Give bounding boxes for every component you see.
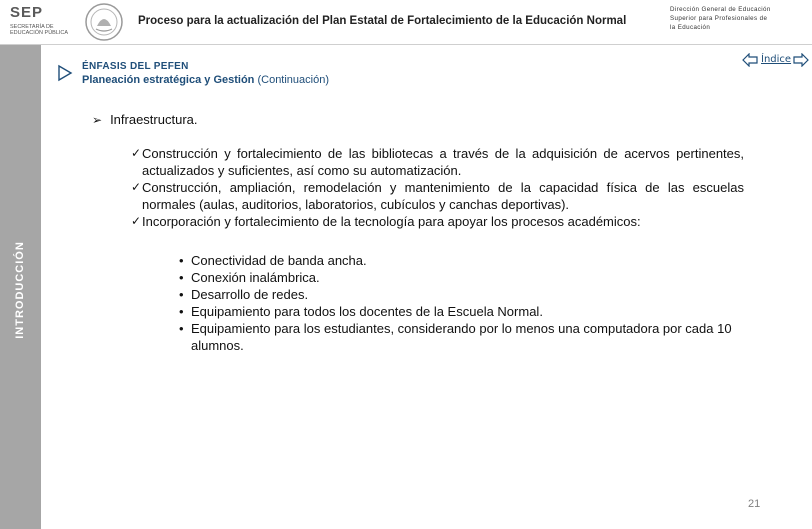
header-divider (0, 44, 812, 45)
check-list (131, 145, 744, 230)
check-icon: ✓ (131, 214, 142, 228)
index-link[interactable]: Índice (761, 54, 792, 65)
arrow-right-icon[interactable] (793, 53, 809, 67)
check-icon: ✓ (131, 146, 142, 160)
national-seal-icon (84, 2, 124, 42)
section-continuation: (Continuación) (257, 74, 330, 86)
header-institution-line3: la Educación (670, 24, 711, 31)
sidebar-label: INTRODUCCIÓN (14, 241, 26, 339)
bullet-item (179, 269, 745, 286)
bullet-item (179, 252, 745, 269)
header-institution-line1: Dirección General de Educación (670, 6, 771, 13)
section-title: ÉNFASIS DEL PEFEN (82, 61, 189, 72)
header-institution (670, 5, 804, 32)
check-item (131, 145, 744, 179)
bullet-list (179, 252, 745, 354)
content-heading (92, 112, 198, 127)
bullet-dot-icon: • (179, 253, 184, 268)
check-item (131, 179, 744, 213)
header-institution-line2: Superior para Profesionales de (670, 15, 768, 22)
check-icon: ✓ (131, 180, 142, 194)
page-number: 21 (748, 498, 761, 510)
check-item-text: Construcción, ampliación, remodelación y mantenimiento de la capacidad física de las escuelas normales (aulas, auditorios, laboratorios, cubículos y canchas deportivas). (142, 180, 744, 212)
bullet-item-text: Desarrollo de redes. (191, 287, 309, 302)
section-subtitle (82, 74, 329, 86)
bullet-item-text: Equipamiento para los estudiantes, considerando por lo menos una computadora por cada 10 alumnos. (191, 321, 732, 353)
bullet-item (179, 286, 745, 303)
arrow-bullet-icon: ➢ (92, 113, 103, 127)
arrow-left-icon[interactable] (742, 53, 758, 67)
header (0, 0, 812, 44)
sep-logo-text: SEP (10, 4, 44, 21)
bullet-dot-icon: • (179, 321, 184, 336)
check-item-text: Construcción y fortalecimiento de las bibliotecas a través de la adquisición de acervos pertinentes, actualizados y suficientes, así como su automatización. (142, 146, 744, 178)
check-item-text: Incorporación y fortalecimiento de la tecnología para apoyar los procesos académicos: (142, 214, 641, 229)
play-arrow-icon (57, 64, 73, 82)
bullet-item-text: Conexión inalámbrica. (191, 270, 320, 285)
sep-logo (4, 2, 70, 42)
bullet-dot-icon: • (179, 287, 184, 302)
check-item (131, 213, 744, 230)
section-subtitle-text: Planeación estratégica y Gestión (82, 74, 255, 86)
header-title: Proceso para la actualización del Plan Estatal de Fortalecimiento de la Educación Normal (138, 15, 627, 27)
bullet-dot-icon: • (179, 304, 184, 319)
content-heading-text: Infraestructura. (110, 112, 198, 127)
bullet-item (179, 320, 745, 354)
bullet-item-text: Conectividad de banda ancha. (191, 253, 367, 268)
bullet-dot-icon: • (179, 270, 184, 285)
bullet-item-text: Equipamiento para todos los docentes de la Escuela Normal. (191, 304, 543, 319)
sep-logo-subtext: SECRETARÍA DE EDUCACIÓN PÚBLICA (10, 24, 69, 36)
bullet-item (179, 303, 745, 320)
